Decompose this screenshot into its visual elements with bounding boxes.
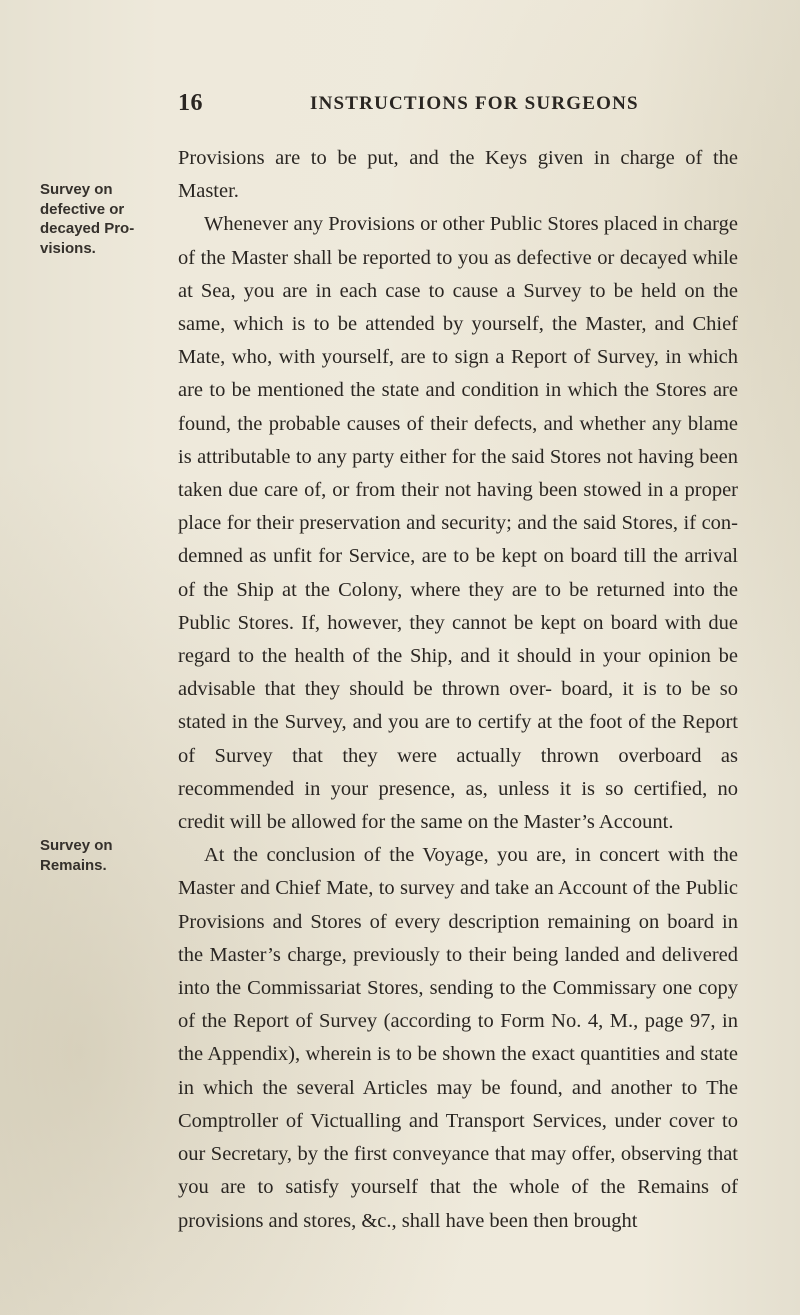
paragraph-survey-defective-provisions: Whenever any Provisions or other Public Stores placed in charge of the Master shall be reported to you as defective or decayed while at Sea, you are in each case to cause a Survey to be held on the same, which is to be attended by yourself, the Master, and Chief Mate, who, with yourself, are to sign a Report of Survey, in which are to be mentioned the state and condition in which the Stores are found, the probable causes of their defects, and whether any blame is attributable to any party either for the said Stores not having been taken due care of, or from their not having been stowed in a proper place for their preservation and security; and the said Stores, if con- demned as unfit for Service, are to be kept on board till the arrival of the Ship at the Colony, where they are to be returned into the Public Stores. If, however, they cannot be kept on board with due regard to the health of the Ship, and it should in your opinion be advisable that they should be thrown over- board, it is to be so stated in the Survey, and you are to certify at the foot of the Report of Survey that they were actually thrown overboard as recommended in your presence, as, unless it is so certified, no credit will be allowed for the same on the Master’s Account.: [178, 213, 738, 834]
paragraph-survey-remains: At the conclusion of the Voyage, you are, in concert with the Master and Chief Mate, to survey and take an Account of the Public Provisions and Stores of every description remaining on board in the Master’s charge, previously to their being landed and delivered into the Commissariat Stores, sending to the Commissary one copy of the Report of Survey (according to Form No. 4, M., page 97, in the Appendix), wherein is to be shown the exact quantities and state in which the several Articles may be found, and another to The Comptroller of Victualling and Transport Services, under cover to our Secretary, by the first conveyance that may offer, observing that you are to satisfy yourself that the whole of the Remains of provisions and stores, &c., shall have been then brought: [178, 844, 738, 1232]
page-header: [178, 90, 738, 126]
body-text: [178, 142, 738, 1238]
margin-note-survey-defective-provisions: Survey on defective or decayed Pro- visions.: [40, 181, 135, 257]
paragraph-continuation: Provisions are to be put, and the Keys given in charge of the Master.: [178, 147, 738, 203]
running-title: INSTRUCTIONS FOR SURGEONS: [310, 93, 639, 114]
page-number: 16: [178, 90, 203, 116]
margin-note-survey-remains: Survey on Remains.: [40, 837, 113, 874]
